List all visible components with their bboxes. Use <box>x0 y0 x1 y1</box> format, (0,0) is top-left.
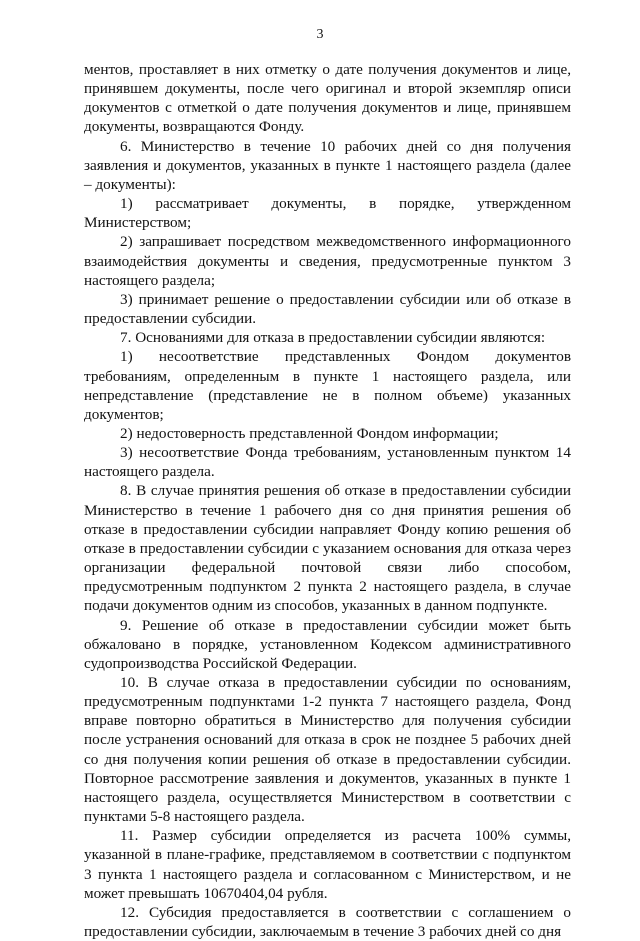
paragraph-item-10: 10. В случае отказа в предоставлении субсидии по основаниям, предусмотренным подпунктами 1-2 пункта 7 настоящего раздела, Фонд вправе повторно обратиться в Министерство для получения субсидии после устранения оснований для отказа в срок не позднее 5 рабочих дней со дня получения копии решения об отказе в предоставлении субсидии. Повторное рассмотрение заявления и документов, указанных в пункте 1 настоящего раздела, осуществляется Министерством в соответствии с пунктами 5-8 настоящего раздела. <box>84 674 571 826</box>
paragraph-item-6: 6. Министерство в течение 10 рабочих дней со дня получения заявления и документов, указанных в пункте 1 настоящего раздела (далее – документы): <box>84 137 571 193</box>
paragraph-item-6-1: 1) рассматривает документы, в порядке, утвержденном Министерством; <box>84 195 571 232</box>
paragraph-item-6-2: 2) запрашивает посредством межведомственного информационного взаимодействия документы и сведения, предусмотренные пунктом 3 настоящего раздела; <box>84 233 571 289</box>
page-number: 3 <box>316 27 324 42</box>
paragraph-item-9: 9. Решение об отказе в предоставлении субсидии может быть обжаловано в порядке, установленном Кодексом административного судопроизводства Российской Федерации. <box>84 616 571 672</box>
document-body <box>84 60 571 941</box>
paragraph-item-12: 12. Субсидия предоставляется в соответствии с соглашением о предоставлении субсидии, заключаемым в течение 3 рабочих дней со дня <box>84 903 571 941</box>
paragraph-item-6-3: 3) принимает решение о предоставлении субсидии или об отказе в предоставлении субсидии. <box>84 290 571 328</box>
paragraph-item-7-1: 1) несоответствие представленных Фондом документов требованиям, определенным в пункте 1 настоящего раздела, или непредставление (представление не в полном объеме) указанных документов; <box>84 348 571 423</box>
paragraph-item-7-2: 2) недостоверность представленной Фондом информации; <box>120 424 499 442</box>
paragraph-item-7: 7. Основаниями для отказа в предоставлении субсидии являются: <box>120 329 546 347</box>
paragraph-continuation: ментов, проставляет в них отметку о дате получения документов и лице, принявшем документы, после чего оригинал и второй экземпляр описи документов с отметкой о дате получения документов и лице, принявшем документы, возвращаются Фонду. <box>84 61 571 136</box>
paragraph-item-8: 8. В случае принятия решения об отказе в предоставлении субсидии Министерство в течение 1 рабочего дня со дня принятия решения об отказе в предоставлении субсидии направляет Фонду копию решения об отказе в предоставлении субсидии с указанием основания для отказа через организации федеральной почтовой связи либо способом, предусмотренным подпунктом 2 пункта 2 настоящего раздела, в случае подачи документов одним из способов, указанных в данном подпункте. <box>84 482 571 615</box>
paragraph-item-11: 11. Размер субсидии определяется из расчета 100% суммы, указанной в плане-графике, представляемом в соответствии с подпунктом 3 пункта 1 настоящего раздела и согласованном с Министерством, и не может превышать 10670404,04 рубля. <box>84 827 571 902</box>
paragraph-item-7-3: 3) несоответствие Фонда требованиям, установленным пунктом 14 настоящего раздела. <box>84 444 571 481</box>
